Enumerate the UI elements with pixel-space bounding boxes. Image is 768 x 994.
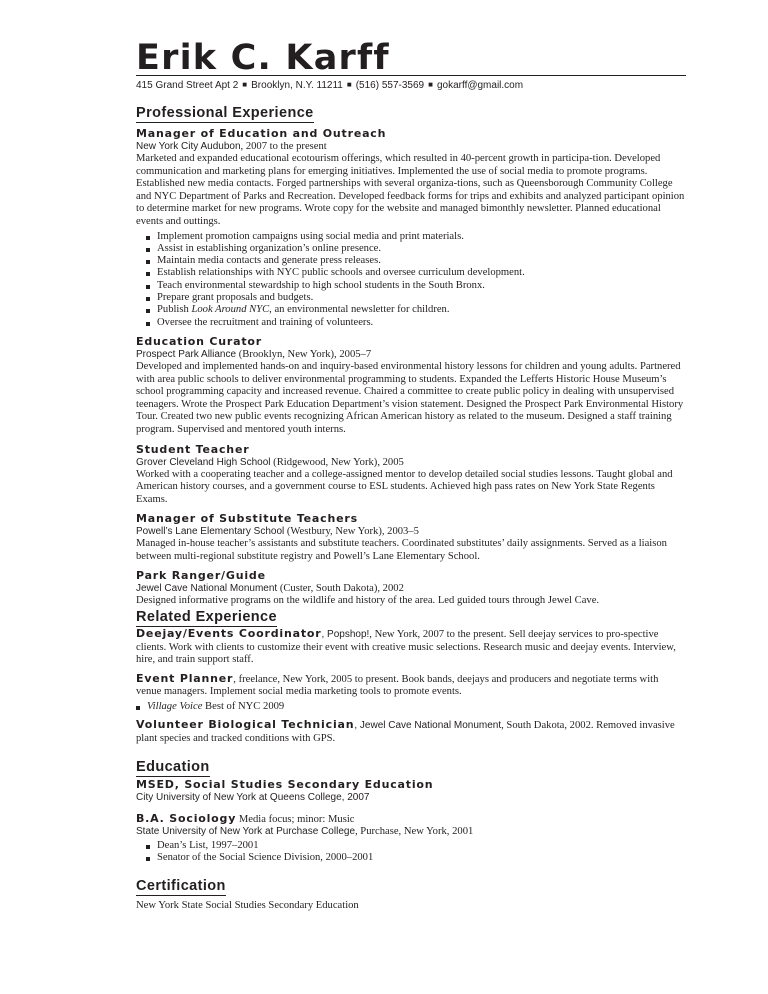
contact-email[interactable]: gokarff@gmail.com	[436, 80, 524, 91]
job-entry	[136, 569, 686, 608]
list-item: Maintain media contacts and generate press releases.	[146, 255, 686, 267]
degree-title: B.A. Sociology Media focus; minor: Music	[136, 811, 355, 825]
job-title: Education Curator	[136, 334, 263, 348]
degree-entry	[136, 813, 686, 865]
degree-entry	[136, 778, 686, 804]
resume-name: Erik C. Karff	[136, 38, 390, 78]
job-org: Jewel Cave National Monument (Custer, South Dakota), 2002	[136, 583, 404, 595]
contact-city: Brooklyn, N.Y. 11211	[251, 80, 343, 91]
list-item: Teach environmental stewardship to high school students in the South Bronx.	[146, 280, 686, 292]
separator-square-icon: ■	[242, 80, 248, 89]
job-org: Grover Cleveland High School (Ridgewood, New York), 2005	[136, 456, 404, 468]
job-entry	[136, 335, 686, 437]
job-description: Managed in-house teacher’s assistants and substitute teachers. Coordinated substitutes’ daily assignments. Served as a liaison between multi-regional substitute registry and Powell’s Lane Elementary School.	[136, 538, 667, 562]
job-org: New York City Audubon, 2007 to the present	[136, 141, 327, 152]
job-entry	[136, 443, 686, 507]
list-item: Assist in establishing organization’s online presence.	[146, 243, 686, 255]
header-rule	[136, 75, 686, 76]
list-item: Oversee the recruitment and training of volunteers.	[146, 317, 686, 329]
related-bullet-list	[136, 701, 686, 713]
degree-title: MSED, Social Studies Secondary Education	[136, 777, 434, 791]
list-item: Establish relationships with NYC public schools and oversee curriculum development.	[146, 267, 686, 279]
certification-text: New York State Social Studies Secondary Education	[136, 899, 359, 911]
section-heading-professional: Professional Experience	[136, 105, 314, 121]
job-org: Powell’s Lane Elementary School (Westbury, New York), 2003–5	[136, 526, 419, 538]
section-heading-education: Education	[136, 758, 210, 775]
separator-square-icon: ■	[346, 80, 352, 89]
degree-school: City University of New York at Queens College, 2007	[136, 791, 370, 803]
job-entry	[136, 127, 686, 329]
list-item: Village Voice Best of NYC 2009	[136, 701, 686, 713]
job-description: Marketed and expanded educational ecotourism offerings, which resulted in 40-percent growth in participa-tion. Developed communication and marketing plans for emerging initiatives. Implemented the use of social media to promote programs. Established new media contacts. Forged partnerships with several organiza-tions, such as Queensborough Community College and NYC Department of Parks and Recreation. Developed feedback forms for trips and exhibits and analyzed participant opinion to determine market for new programs. Wrote copy for the website and managed bimonthly newsletter. Planned educational events and outtings.	[136, 153, 685, 227]
list-item: Dean’s List, 1997–2001	[146, 840, 686, 852]
contact-line	[136, 79, 523, 92]
degree-school: State University of New York at Purchase College, Purchase, New York, 2001	[136, 826, 474, 838]
job-description: Developed and implemented hands-on and inquiry-based environmental history lessons for children and young adults. Partnered with area public schools to deliver environmental programming to students. Expanded the Lefferts Historic House Museum’s school programming capacity and increased revenue. Chaired a committee to create public policy in dealing with unsupervised teenagers. Wrote the Prospect Park Education Department’s vision statement. Designed the Prospect Park Environmental History Tour. Created two new public events recognizing African American history as related to the museum. Designed a staff training program. Supervised and mentored youth interns.	[136, 360, 684, 435]
job-title: Park Ranger/Guide	[136, 569, 266, 583]
job-bullet-list	[136, 231, 686, 329]
list-item: Prepare grant proposals and budgets.	[146, 292, 686, 304]
job-title: Manager of Education and Outreach	[136, 127, 387, 140]
degree-bullet-list	[136, 840, 686, 865]
list-item: Implement promotion campaigns using social media and print materials.	[146, 231, 686, 243]
related-entry: Event Planner, freelance, New York, 2005 to present. Book bands, deejays and producers and negotiate terms with venue managers. Implement social media marketing tools to promote events.	[136, 671, 659, 698]
job-entry	[136, 512, 686, 563]
contact-address: 415 Grand Street Apt 2	[136, 80, 239, 91]
job-title: Student Teacher	[136, 442, 250, 456]
separator-square-icon: ■	[428, 80, 433, 89]
job-org: Prospect Park Alliance (Brooklyn, New York), 2005–7	[136, 348, 372, 360]
list-item: Publish Look Around NYC, an environmental newsletter for children.	[146, 304, 686, 316]
job-description: Worked with a cooperating teacher and a college-assigned mentor to develop detailed social studies lessons. Taught global and American history courses, and a government course to ESL students. Achieved high pass rates on New York State Regents Exams.	[136, 468, 673, 505]
related-entry: Volunteer Biological Technician, Jewel Cave National Monument, South Dakota, 2002. Removed invasive plant species and tracked conditions with GPS.	[136, 718, 675, 744]
contact-phone: (516) 557-3569	[355, 80, 425, 91]
resume-body	[136, 104, 686, 912]
section-heading-certification: Certification	[136, 877, 226, 894]
job-title: Manager of Substitute Teachers	[136, 512, 358, 526]
related-entry: Deejay/Events Coordinator, Popshop!, New York, 2007 to the present. Sell deejay services to pro-spective clients. Work with clients to customize their event with creative music selections. Research music and deejay events. Interview, hire, and train support staff.	[136, 627, 676, 666]
list-item: Senator of the Social Science Division, 2000–2001	[146, 852, 686, 864]
job-description: Designed informative programs on the wildlife and history of the area. Led guided tours through Jewel Cave.	[136, 595, 600, 607]
section-heading-related: Related Experience	[136, 609, 277, 626]
